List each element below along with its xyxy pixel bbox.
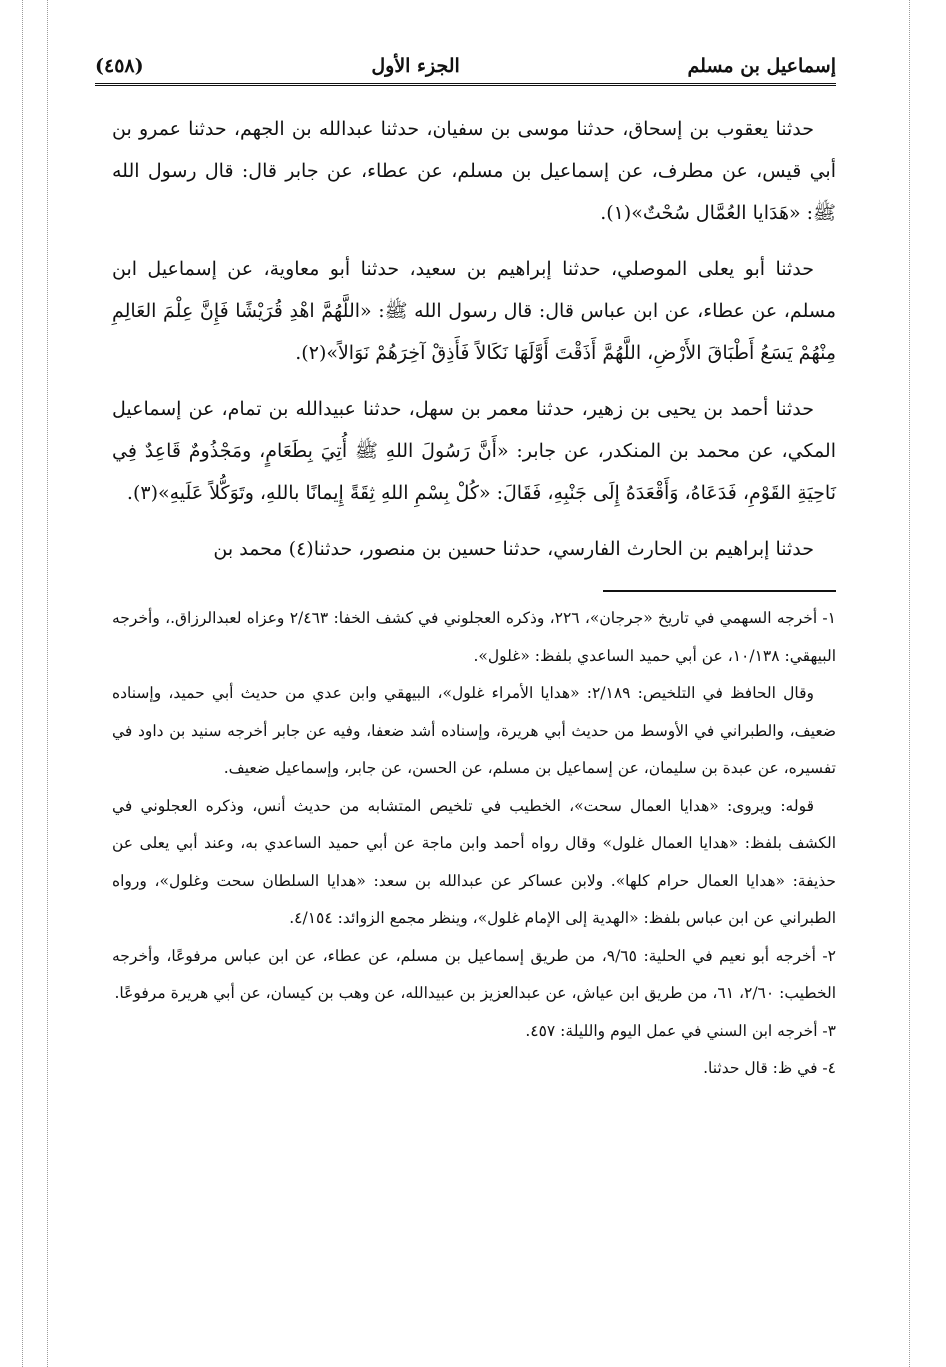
footnote-1-continued: وقال الحافظ في التلخيص: ٢/١٨٩: «هدايا الأمراء غلول»، البيهقي وابن عدي من حديث أبي حميد، وإسناده ضعيف، والطبراني في الأوسط من حديث أبي هريرة، وإسناده أشد ضعفا، وفيه عن جابر أخرجه سنيد بن داود في تفسيره، عن عبدة بن سليمان، عن إسماعيل بن مسلم، عن الحسن، عن جابر، وإسماعيل ضعيف. — [112, 684, 836, 777]
hadith-paragraph: حدثنا أحمد بن يحيى بن زهير، حدثنا معمر بن سهل، حدثنا عبيدالله بن تمام، عن إسماعيل المكي، عن محمد بن المنكدر، عن جابر: «أَنَّ رَسُولَ اللهِ ﷺ أُتِيَ بِطَعَامٍ، ومَجْذُومٌ قَاعِدٌ فِي نَاحِيَةِ القَوْمِ، فَدَعَاهُ، وَأَقْعَدَهُ إِلَى جَنْبِهِ، فَقَالَ: «كُلْ بِسْمِ اللهِ ثِقَةً إِيمانًا باللهِ، وتَوَكُّلاً عَلَيهِ»(٣). — [112, 398, 836, 504]
footnote-1-continued: قوله: ويروى: «هدايا العمال سحت»، الخطيب في تلخيص المتشابه من حديث أنس، وذكره العجلوني في الكشف بلفظ: «هدايا العمال غلول» وقال رواه أحمد وابن ماجة عن أبي حميد الساعدي به، وعند أبي يعلى عن حذيفة: «هدايا العمال حرام كلها». ولابن عساكر عن عبدالله بن سعد: «هدايا السلطان سحت وغلول»، ورواه الطبراني عن ابن عباس بلفظ: «الهدية إلى الإمام غلول»، وينظر مجمع الزوائد: ٤/١٥٤. — [112, 796, 836, 927]
page-body — [112, 108, 836, 1088]
footnote-4: ٤- في ظ: قال حدثنا. — [703, 1059, 836, 1077]
dotted-guide-line-left-inner — [47, 0, 48, 1367]
footnote-3: ٣- أخرجه ابن السني في عمل اليوم والليلة: ٤٥٧. — [525, 1021, 836, 1040]
dotted-guide-line-right — [909, 0, 910, 1367]
hadith-paragraph: حدثنا إبراهيم بن الحارث الفارسي، حدثنا حسين بن منصور، حدثنا(٤) محمد بن — [213, 538, 814, 560]
hadith-paragraph: حدثنا يعقوب بن إسحاق، حدثنا موسى بن سفيان، حدثنا عبدالله بن الجهم، حدثنا عمرو بن أبي قيس، عن مطرف، عن إسماعيل بن مسلم، عن عطاء، عن جابر قال: قال رسول الله ﷺ: «هَدَايا العُمَّال سُحْتٌ»(١). — [112, 118, 836, 224]
page-number: (٤٥٨) — [95, 55, 144, 77]
hadith-paragraph: حدثنا أبو يعلى الموصلي، حدثنا إبراهيم بن سعيد، حدثنا أبو معاوية، عن إسماعيل ابن مسلم، عن عطاء، عن ابن عباس قال: قال رسول الله ﷺ: «اللَّهُمَّ اهْدِ قُرَيْشًا فَإِنَّ عِلْمَ العَالِمِ مِنْهُمْ يَسَعُ أَطْبَاقَ الأَرْضِ، اللَّهُمَّ أَذَقْتَ أَوَّلَهَا نَكَالاً فَأَذِقْ آخِرَهُمْ نَوَالاً»(٢). — [112, 258, 836, 364]
footnotes — [112, 600, 836, 1088]
footnote-separator — [603, 590, 836, 592]
footnote-1: ١- أخرجه السهمي في تاريخ «جرجان»، ٢٢٦، وذكره العجلوني في كشف الخفا: ٢/٤٦٣ وعزاه لعبدالرزاق.، وأخرجه البيهقي: ١٠/١٣٨، عن أبي حميد الساعدي بلفظ: «غلول». — [112, 609, 836, 665]
page-header — [95, 38, 836, 86]
running-title-narrator: إسماعيل بن مسلم — [687, 55, 836, 77]
running-title-part: الجزء الأول — [371, 55, 460, 77]
footnote-2: ٢- أخرجه أبو نعيم في الحلية: ٩/٦٥، من طريق إسماعيل بن مسلم، عن عطاء، عن ابن عباس مرفوعًا، وأخرجه الخطيب: ٢/٦٠، ٦١، من طريق ابن عياش، عن عبدالعزيز بن عبيدالله، عن وهب بن كيسان، عن أبي هريرة مرفوعًا. — [112, 946, 836, 1002]
dotted-guide-line-left — [22, 0, 23, 1367]
